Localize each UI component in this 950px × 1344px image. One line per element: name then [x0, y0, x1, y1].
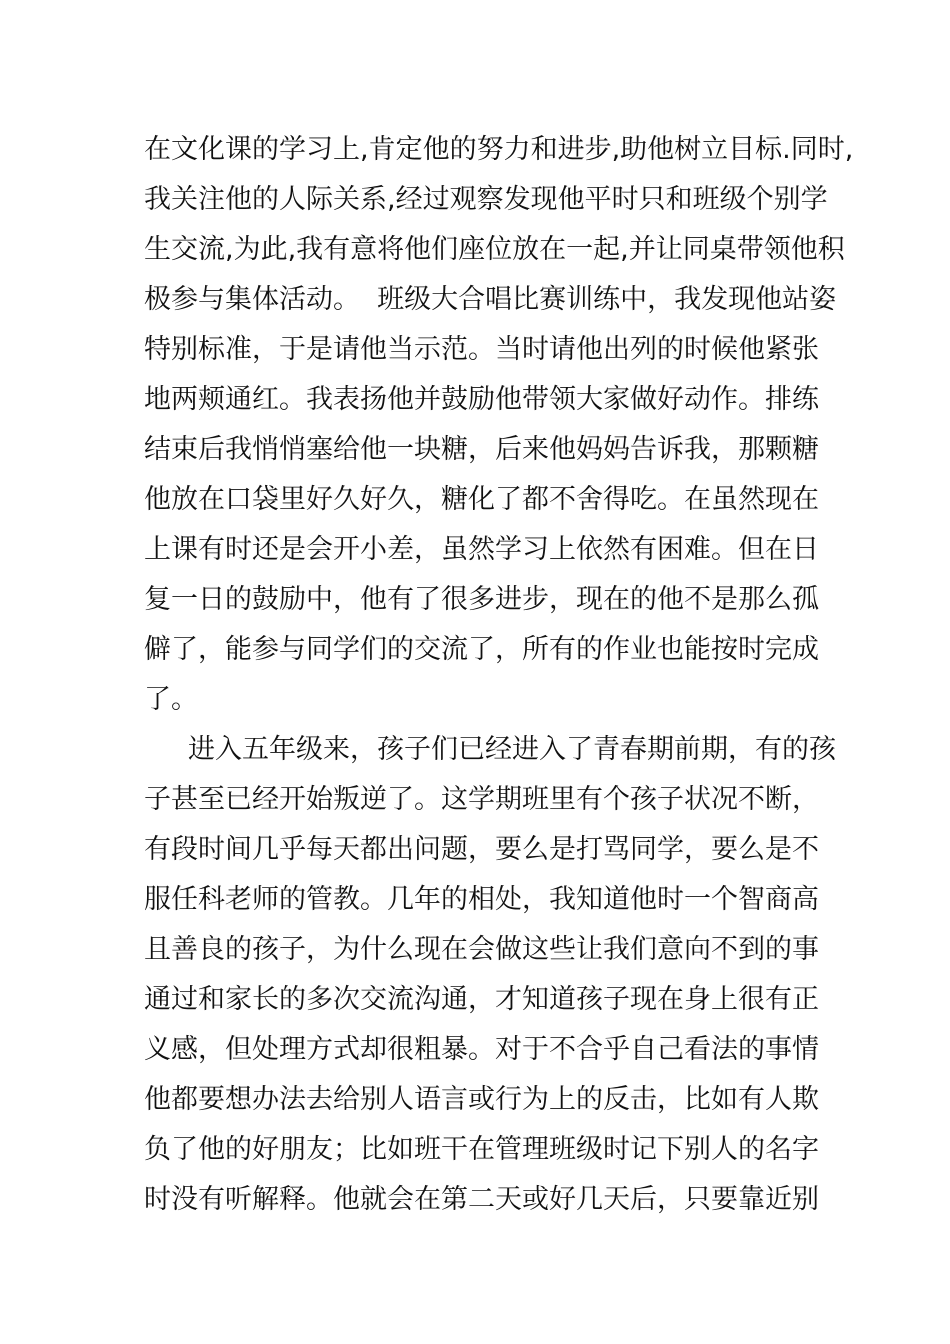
text-line: 时没有听解释。他就会在第二天或好几天后，只要靠近别 [144, 1184, 819, 1215]
text-line: 他放在口袋里好久好久，糖化了都不舍得吃。在虽然现在 [144, 484, 819, 515]
text-line: 复一日的鼓励中，他有了很多进步，现在的他不是那么孤 [144, 584, 819, 615]
text-line: 生交流,为此,我有意将他们座位放在一起,并让同桌带领他积 [144, 234, 845, 265]
text-line: 上课有时还是会开小差，虽然学习上依然有困难。但在日 [144, 534, 819, 565]
text-line: 特别标准，于是请他当示范。当时请他出列的时候他紧张 [144, 334, 819, 365]
text-line: 且善良的孩子，为什么现在会做这些让我们意向不到的事 [144, 934, 819, 965]
text-line: 子甚至已经开始叛逆了。这学期班里有个孩子状况不断， [144, 784, 819, 815]
text-line: 僻了，能参与同学们的交流了，所有的作业也能按时完成 [144, 634, 819, 665]
text-line: 负了他的好朋友；比如班干在管理班级时记下别人的名字 [144, 1134, 819, 1165]
text-line: 结束后我悄悄塞给他一块糖，后来他妈妈告诉我，那颗糖 [144, 434, 819, 465]
text-line: 在文化课的学习上,肯定他的努力和进步,助他树立目标.同时, [144, 134, 854, 165]
text-line: 他都要想办法去给别人语言或行为上的反击，比如有人欺 [144, 1084, 819, 1115]
text-line: 服任科老师的管教。几年的相处，我知道他时一个智商高 [144, 884, 819, 915]
text-line: 极参与集体活动。 班级大合唱比赛训练中，我发现他站姿 [144, 284, 837, 315]
text-line: 义感，但处理方式却很粗暴。对于不合乎自己看法的事情 [144, 1034, 819, 1065]
text-line: 我关注他的人际关系,经过观察发现他平时只和班级个别学 [144, 184, 828, 215]
text-line: 有段时间几乎每天都出问题，要么是打骂同学，要么是不 [144, 834, 819, 865]
text-line: 了。 [144, 684, 198, 715]
text-line: 通过和家长的多次交流沟通，才知道孩子现在身上很有正 [144, 984, 819, 1015]
text-line: 地两颊通红。我表扬他并鼓励他带领大家做好动作。排练 [144, 384, 819, 415]
paragraph-first-line: 进入五年级来，孩子们已经进入了青春期前期，有的孩 [188, 734, 836, 765]
body-text [144, 125, 854, 1225]
